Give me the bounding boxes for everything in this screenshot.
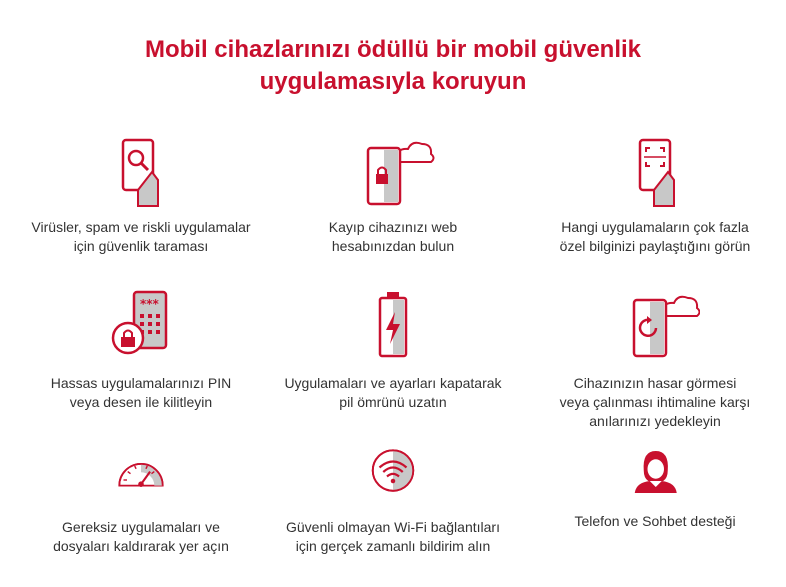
support-agent-icon (610, 448, 700, 508)
feature-label: Virüsler, spam ve riskli uygulamalar için güvenlik taraması (31, 219, 251, 254)
page-title-line-1: Mobil cihazlarınızı ödüllü bir mobil güvenlik (144, 36, 642, 63)
phone-lock-cloud-icon (348, 132, 438, 212)
feature-label: Uygulamaları ve ayarları kapatarak pil ömrünü uzatın (284, 375, 502, 410)
feature-label: Hassas uygulamalarınızı PIN veya desen ile kilitleyin (50, 375, 232, 410)
feature-free-space (10, 452, 272, 556)
feature-find-device (262, 132, 524, 256)
page-title (0, 34, 786, 98)
page-title-line-2: uygulamasıyla koruyun (259, 68, 527, 95)
wifi-shield-icon (348, 448, 438, 508)
svg-text:***: *** (140, 297, 159, 311)
feature-wifi-alert (262, 448, 524, 556)
phone-scan-icon (610, 132, 700, 212)
phone-backup-cloud-icon (610, 288, 700, 368)
feature-label: Güvenli olmayan Wi-Fi bağlantıları için gerçek zamanlı bildirim alın (286, 519, 500, 554)
feature-app-lock (10, 288, 272, 412)
gauge-icon (96, 452, 186, 508)
battery-icon (348, 288, 438, 368)
feature-label: Telefon ve Sohbet desteği (574, 513, 736, 529)
feature-privacy-check (524, 132, 786, 256)
feature-label: Cihazınızın hasar görmesi veya çalınması ihtimaline karşı anılarınızı yedekleyin (559, 375, 751, 429)
feature-label: Kayıp cihazınızı web hesabınızdan bulun (328, 219, 458, 254)
feature-label: Hangi uygulamaların çok fazla özel bilginizi paylaştığını görün (559, 219, 751, 254)
pin-lock-icon (96, 288, 186, 368)
feature-label: Gereksiz uygulamaları ve dosyaları kaldırarak yer açın (53, 519, 229, 554)
phone-magnifier-icon (96, 132, 186, 212)
feature-security-scan (10, 132, 272, 256)
feature-backup (524, 288, 786, 431)
feature-support (524, 448, 786, 531)
feature-battery-saver (262, 288, 524, 412)
